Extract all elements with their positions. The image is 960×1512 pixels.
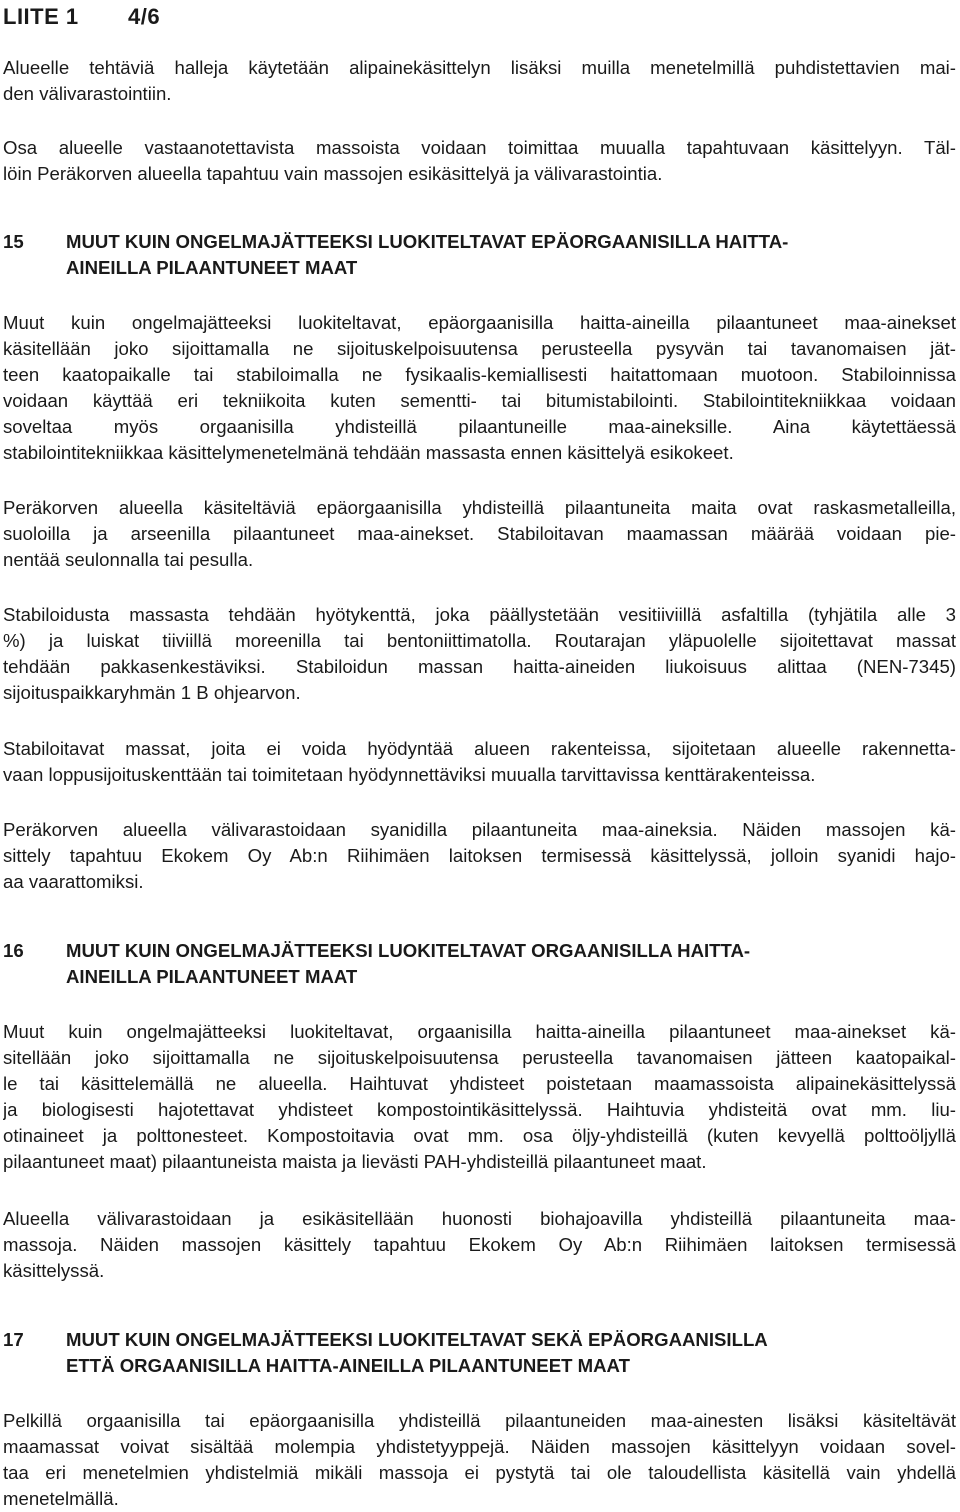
paragraph-line: löin Peräkorven alueella tapahtuu vain massojen esikäsittelyä ja välivarastointia. [3,163,663,184]
paragraph-line: menetelmällä. [3,1488,119,1509]
page-header [3,4,161,30]
section-number: 16 [3,940,24,961]
section-number: 17 [3,1329,24,1350]
paragraph-line: massoja. Näiden massojen käsittely tapahtuu Ekokem Oy Ab:n Riihimäen laitoksen termisessä [3,1234,956,1255]
paragraph-line: sijoituspaikkaryhmän 1 B ohjearvon. [3,682,301,703]
paragraph-line: Peräkorven alueella välivarastoidaan syanidilla pilaantuneita maa-aineksia. Näiden massojen kä- [3,819,956,840]
section-heading-continuation [3,255,357,281]
paragraph-line: suoloilla ja arseenilla pilaantuneet maa-ainekset. Stabiloitavan maamassan määrää voidaan pie- [3,523,956,544]
paragraph-line: taa eri menetelmien yhdistelmiä mikäli massoja ei pystytä tai ole taloudellista käsitellä vain yhdellä [3,1462,956,1483]
section-title-line: MUUT KUIN ONGELMAJÄTTEEKSI LUOKITELTAVAT ORGAANISILLA HAITTA- [66,940,751,961]
section-heading-continuation [3,1353,630,1379]
section-title-line: ETTÄ ORGAANISILLA HAITTA-AINEILLA PILAANTUNEET MAAT [66,1355,630,1376]
paragraph-line: Stabiloitavat massat, joita ei voida hyödyntää alueen rakenteissa, sijoitetaan alueelle rakennetta- [3,738,956,759]
paragraph-line: teen kaatopaikalle tai stabiloimalla ne fysikaalis-kemiallisesti haitattomaan muotoon. Stabiloinnissa [3,364,956,385]
paragraph-line: maamassat voivat sisältää molempia yhdistetyyppejä. Näiden massojen käsittelyyn voidaan sovel- [3,1436,956,1457]
paragraph-line: voidaan käyttää eri tekniikoita kuten sementti- tai bitumistabilointi. Stabilointitekniikkaa voidaan [3,390,956,411]
paragraph-line: käsittelyssä. [3,1260,105,1281]
paragraph-line: Muut kuin ongelmajätteeksi luokiteltavat, orgaanisilla haitta-aineilla pilaantuneet maa-ainekset kä- [3,1021,956,1042]
paragraph-line: stabilointitekniikkaa käsittelymenetelmänä tehdään massasta ennen käsittelyä esikokeet. [3,442,734,463]
paragraph-line: le tai käsittelemällä ne alueella. Haihtuvat yhdisteet poistetaan maamassoista alipainekäsittelyssä [3,1073,956,1094]
section-heading [3,938,750,964]
paragraph-line: sittely tapahtuu Ekokem Oy Ab:n Riihimäen laitoksen termisessä käsittelyssä, jolloin syanidi hajo- [3,845,956,866]
paragraph-line: käsitellään joko sijoittamalla ne sijoituskelpoisuutensa perusteella pysyvän tai tavanomaisen jät- [3,338,956,359]
paragraph-line: pilaantuneet maat) pilaantuneista maista ja lievästi PAH-yhdisteillä pilaantuneet maat. [3,1151,707,1172]
paragraph-line: Alueella välivarastoidaan ja esikäsitellään huonosti biohajoavilla yhdisteillä pilaantuneita maa- [3,1208,956,1229]
section-heading-continuation [3,964,357,990]
paragraph-line: sitellään joko sijoittamalla ne sijoituskelpoisuutensa perusteella tavanomaisen jätteen kaatopaikal- [3,1047,956,1068]
paragraph-line: Pelkillä orgaanisilla tai epäorgaanisilla yhdisteillä pilaantuneiden maa-ainesten lisäksi käsiteltävät [3,1410,956,1431]
section-heading [3,229,788,255]
section-number: 15 [3,231,24,252]
paragraph-line: den välivarastointiin. [3,83,172,104]
paragraph-line: Muut kuin ongelmajätteeksi luokiteltavat, epäorgaanisilla haitta-aineilla pilaantuneet maa-ainekset [3,312,956,333]
section-title-line: MUUT KUIN ONGELMAJÄTTEEKSI LUOKITELTAVAT SEKÄ EPÄORGAANISILLA [66,1329,768,1350]
paragraph-line: otinaineet ja polttonesteet. Kompostoitavia ovat mm. osa öljy-yhdisteillä (kuten kevyellä polttoöljyllä [3,1125,956,1146]
paragraph-line: Alueelle tehtäviä halleja käytetään alipainekäsittelyn lisäksi muilla menetelmillä puhdistettavien mai- [3,57,956,78]
section-title-line: MUUT KUIN ONGELMAJÄTTEEKSI LUOKITELTAVAT EPÄORGAANISILLA HAITTA- [66,231,789,252]
paragraph-line: Peräkorven alueella käsiteltäviä epäorgaanisilla yhdisteillä pilaantuneita maita ovat raskasmetalleilla, [3,497,956,518]
appendix-label: LIITE 1 [3,4,79,29]
section-title-line: AINEILLA PILAANTUNEET MAAT [66,257,358,278]
page-number: 4/6 [128,4,161,29]
paragraph-line: %) ja luiskat tiiviillä moreenilla tai bentoniittimatolla. Routarajan yläpuolelle sijoitettavat massat [3,630,956,651]
paragraph-line: aa vaarattomiksi. [3,871,144,892]
paragraph-line: nentää seulonnalla tai pesulla. [3,549,254,570]
paragraph-line: Osa alueelle vastaanotettavista massoista voidaan toimittaa muualla tapahtuvaan käsittelyyn. Täl- [3,137,956,158]
section-title-line: AINEILLA PILAANTUNEET MAAT [66,966,358,987]
paragraph-line: vaan loppusijoituskenttään tai toimitetaan hyödynnettäviksi muualla tarvittavissa kenttärakenteissa. [3,764,816,785]
section-heading [3,1327,768,1353]
paragraph-line: tehdään pakkasenkestäviksi. Stabiloidun massan haitta-aineiden liukoisuus alittaa (NEN-7345) [3,656,956,677]
paragraph-line: ja biologisesti hajotettavat yhdisteet kompostointikäsittelyssä. Haihtuvia yhdisteitä ovat mm. liu- [3,1099,956,1120]
paragraph-line: Stabiloidusta massasta tehdään hyötykenttä, joka päällystetään vesitiiviillä asfaltilla (tyhjätila alle 3 [3,604,956,625]
paragraph-line: soveltaa myös orgaanisilla yhdisteillä pilaantuneille maa-aineksille. Aina käytettäessä [3,416,956,437]
